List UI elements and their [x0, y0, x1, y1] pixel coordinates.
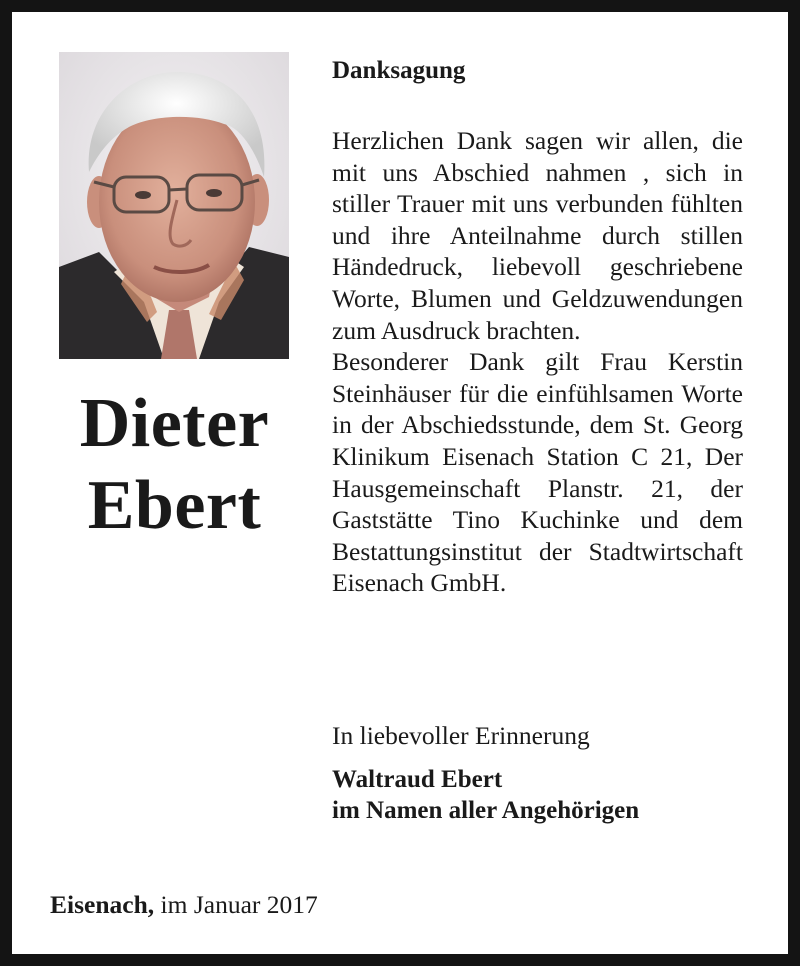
- heading-danksagung: Danksagung: [332, 57, 466, 84]
- portrait-photo: [59, 52, 289, 359]
- place: Eisenach,: [50, 890, 155, 919]
- closing-line: In liebevoller Erinnerung: [332, 721, 590, 750]
- deceased-first-name: Dieter: [79, 385, 270, 462]
- signer-line-2: im Namen aller Angehörigen: [332, 797, 640, 824]
- place-date: [50, 889, 318, 920]
- date: im Januar 2017: [154, 890, 318, 919]
- thanks-text: [332, 125, 743, 599]
- deceased-last-name: Ebert: [87, 467, 262, 544]
- signer-name: Waltraud Ebert: [332, 766, 503, 793]
- thanks-paragraph-1: Herzlichen Dank sagen wir allen, die mit uns Abschied nahmen , sich in stiller Trauer mit uns verbunden fühlten und ihre Anteilnahme durch stillen Händedruck, liebevoll geschriebene Worte, Blumen und Geldzuwendungen zum Ausdruck brachten.: [332, 126, 743, 345]
- thanks-paragraph-2: Besonderer Dank gilt Frau Kerstin Steinhäuser für die einfühlsamen Worte in der Abschiedsstunde, dem St. Georg Klinikum Eisenach Station C 21, Der Hausgemeinschaft Planstr. 21, der Gaststätte Tino Kuchinke und dem Bestattungsinstitut der Stadtwirtschaft Eisenach GmbH.: [332, 347, 743, 598]
